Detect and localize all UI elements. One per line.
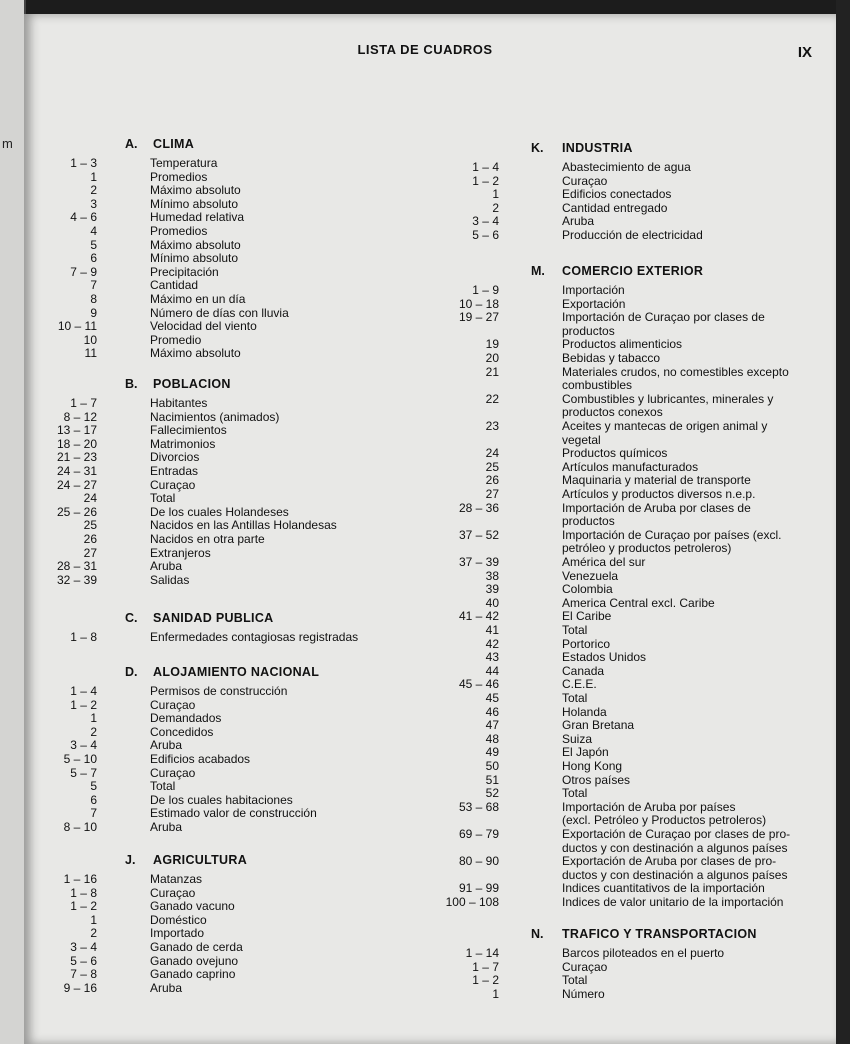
table-label: Artículos y productos diversos n.e.p. bbox=[562, 487, 756, 501]
table-label: Abastecimiento de agua bbox=[562, 160, 691, 174]
section-title: COMERCIO EXTERIOR bbox=[562, 264, 704, 278]
table-label: productos bbox=[562, 514, 615, 529]
table-label: Curaçao bbox=[562, 959, 608, 974]
table-number: 8 bbox=[90, 292, 97, 306]
table-label: Nacimientos (animados) bbox=[150, 409, 280, 424]
table-number: 6 bbox=[90, 251, 97, 266]
table-label: Divorcios bbox=[150, 450, 200, 465]
table-number: 5 – 6 bbox=[70, 953, 97, 968]
table-label: Importación de Aruba por países bbox=[562, 799, 736, 814]
table-label: Cantidad bbox=[150, 278, 199, 293]
table-label: vegetal bbox=[562, 432, 601, 447]
table-number: 21 – 23 bbox=[56, 450, 97, 465]
section-letter: J. bbox=[125, 853, 136, 867]
table-number: 5 – 7 bbox=[70, 765, 97, 780]
table-number: 1 – 9 bbox=[472, 283, 499, 297]
table-number: 80 – 90 bbox=[458, 854, 499, 869]
table-number: 5 – 10 bbox=[63, 752, 97, 766]
table-number: 22 bbox=[485, 391, 499, 406]
table-label: Holanda bbox=[562, 704, 607, 719]
table-number: 44 bbox=[485, 663, 499, 678]
table-number: 19 bbox=[485, 337, 499, 352]
table-label: Edificios acabados bbox=[150, 752, 251, 766]
table-number: 5 bbox=[90, 779, 97, 794]
table-number: 3 – 4 bbox=[70, 940, 97, 954]
table-label: Otros países bbox=[562, 772, 631, 787]
table-label: Indices de valor unitario de la importación bbox=[562, 895, 784, 909]
section-title: AGRICULTURA bbox=[153, 853, 248, 867]
table-label: Aruba bbox=[150, 738, 183, 753]
section-letter: C. bbox=[125, 611, 138, 625]
table-label: Entradas bbox=[150, 464, 199, 478]
table-number: 1 – 2 bbox=[472, 973, 499, 988]
table-number: 10 – 18 bbox=[458, 296, 499, 311]
table-label: (excl. Petróleo y Productos petroleros) bbox=[562, 813, 767, 828]
table-number: 27 bbox=[83, 545, 97, 560]
table-number: 3 – 4 bbox=[472, 214, 499, 229]
table-label: Exportación de Aruba por clases de pro- bbox=[562, 854, 777, 869]
section-letter: B. bbox=[125, 377, 138, 391]
table-label: Cantidad entregado bbox=[562, 200, 668, 215]
table-number: 5 bbox=[90, 237, 97, 252]
table-number: 45 bbox=[485, 691, 499, 705]
table-number: 100 – 108 bbox=[445, 895, 499, 909]
table-number: 7 bbox=[90, 806, 97, 821]
table-number: 1 bbox=[90, 169, 97, 184]
table-label: Número de días con lluvia bbox=[150, 305, 289, 320]
table-label: Curaçao bbox=[150, 697, 196, 712]
table-number: 69 – 79 bbox=[458, 827, 499, 841]
table-label: ductos y con destinación a algunos países bbox=[562, 840, 788, 855]
table-label: Edificios conectados bbox=[562, 187, 672, 202]
table-label: Salidas bbox=[150, 572, 190, 587]
table-label: Total bbox=[562, 691, 588, 705]
table-number: 19 – 27 bbox=[458, 310, 499, 325]
table-label: C.E.E. bbox=[562, 677, 597, 692]
table-label: Permisos de construcción bbox=[150, 684, 288, 698]
table-label: Maquinaria y material de transporte bbox=[562, 473, 751, 488]
table-number: 7 – 9 bbox=[70, 264, 97, 279]
table-label: productos conexos bbox=[562, 405, 663, 420]
page-number: IX bbox=[797, 44, 812, 61]
table-number: 2 bbox=[90, 183, 97, 198]
table-label: Canada bbox=[562, 663, 605, 678]
table-label: Exportación bbox=[562, 296, 626, 311]
table-number: 1 – 2 bbox=[70, 899, 97, 914]
table-label: Ganado ovejuno bbox=[150, 953, 239, 968]
table-number: 24 – 27 bbox=[56, 477, 97, 492]
table-label: Aceites y mantecas de origen animal y bbox=[562, 419, 768, 433]
table-label: Productos alimenticios bbox=[562, 337, 683, 352]
table-label: Ganado vacuno bbox=[150, 899, 235, 914]
table-label: Producción de electricidad bbox=[562, 228, 703, 242]
table-label: Total bbox=[150, 491, 176, 506]
table-number: 2 bbox=[90, 724, 97, 739]
table-label: combustibles bbox=[562, 378, 633, 393]
table-number: 8 – 10 bbox=[63, 820, 97, 834]
table-number: 1 – 4 bbox=[472, 160, 499, 174]
table-number: 18 – 20 bbox=[56, 436, 97, 451]
table-label: Importación de Curaçao por clases de bbox=[562, 310, 765, 325]
table-label: Bebidas y tabacco bbox=[562, 351, 661, 365]
table-number: 26 bbox=[83, 532, 97, 546]
table-number: 1 – 4 bbox=[70, 684, 97, 698]
table-label: El Caribe bbox=[562, 609, 612, 624]
table-number: 24 bbox=[485, 446, 499, 461]
table-number: 7 – 8 bbox=[70, 967, 97, 982]
table-label: Total bbox=[150, 779, 176, 794]
table-label: Hong Kong bbox=[562, 759, 623, 773]
table-label: Nacidos en otra parte bbox=[150, 532, 265, 546]
table-label: Promedios bbox=[150, 169, 208, 184]
section-title: INDUSTRIA bbox=[562, 141, 633, 155]
table-number: 1 – 3 bbox=[70, 156, 97, 170]
table-label: Ganado de cerda bbox=[150, 940, 243, 954]
table-label: América del sur bbox=[562, 555, 646, 569]
table-label: Combustibles y lubricantes, minerales y bbox=[562, 391, 774, 406]
section-title: SANIDAD PUBLICA bbox=[153, 611, 274, 625]
table-label: Importación de Aruba por clases de bbox=[562, 500, 751, 515]
table-label: Máximo absoluto bbox=[150, 346, 241, 361]
table-number: 25 bbox=[83, 518, 97, 533]
table-number: 26 bbox=[485, 473, 499, 488]
table-number: 1 bbox=[90, 711, 97, 726]
table-number: 1 – 2 bbox=[70, 697, 97, 712]
section-letter: M. bbox=[531, 264, 545, 278]
table-number: 41 bbox=[485, 623, 499, 637]
table-number: 10 bbox=[83, 332, 97, 347]
table-number: 8 – 12 bbox=[63, 409, 97, 424]
table-label: Importación bbox=[562, 283, 625, 297]
table-label: Gran Bretana bbox=[562, 718, 635, 733]
scan-edge bbox=[836, 0, 850, 1044]
table-label: Humedad relativa bbox=[150, 210, 245, 225]
table-label: Estimado valor de construcción bbox=[150, 806, 317, 821]
table-label: Aruba bbox=[562, 214, 595, 229]
table-number: 52 bbox=[485, 786, 499, 801]
page-title: LISTA DE CUADROS bbox=[357, 42, 493, 57]
table-label: Total bbox=[562, 623, 588, 637]
table-number: 38 bbox=[485, 568, 499, 583]
table-label: petróleo y productos petroleros) bbox=[562, 541, 732, 556]
table-label: De los cuales Holandeses bbox=[150, 504, 289, 519]
table-label: America Central excl. Caribe bbox=[562, 595, 715, 610]
table-number: 37 – 39 bbox=[458, 555, 499, 569]
spine-text: m bbox=[2, 136, 13, 151]
table-number: 1 – 7 bbox=[70, 396, 97, 410]
table-number: 1 – 8 bbox=[70, 885, 97, 900]
table-number: 3 – 4 bbox=[70, 738, 97, 753]
table-label: Estados Unidos bbox=[562, 650, 647, 665]
table-label: Matanzas bbox=[150, 872, 203, 886]
table-label: Mínimo absoluto bbox=[150, 196, 239, 211]
table-number: 6 bbox=[90, 792, 97, 807]
section-title: TRAFICO Y TRANSPORTACION bbox=[562, 927, 757, 941]
table-number: 3 bbox=[90, 196, 97, 211]
table-label: Materiales crudos, no comestibles excepto bbox=[562, 364, 789, 379]
table-label: productos bbox=[562, 323, 615, 338]
table-label: Doméstico bbox=[150, 912, 207, 927]
table-number: 1 bbox=[90, 912, 97, 927]
table-number: 1 – 16 bbox=[63, 872, 97, 886]
table-number: 24 bbox=[83, 491, 97, 506]
table-label: Enfermedades contagiosas registradas bbox=[150, 630, 359, 644]
table-label: Promedio bbox=[150, 332, 202, 347]
table-number: 28 – 31 bbox=[56, 559, 97, 574]
table-label: Aruba bbox=[150, 980, 183, 995]
section-letter: D. bbox=[125, 665, 138, 679]
table-label: Máximo absoluto bbox=[150, 183, 241, 198]
table-number: 41 – 42 bbox=[458, 609, 499, 624]
table-label: Fallecimientos bbox=[150, 423, 227, 438]
table-label: Ganado caprino bbox=[150, 967, 236, 982]
table-number: 42 bbox=[485, 636, 499, 651]
table-label: El Japón bbox=[562, 745, 609, 760]
table-number: 37 – 52 bbox=[458, 527, 499, 542]
table-label: Curaçao bbox=[562, 173, 608, 188]
table-number: 7 bbox=[90, 278, 97, 293]
table-number: 51 bbox=[485, 772, 499, 787]
table-number: 45 – 46 bbox=[458, 677, 499, 692]
table-label: Importado bbox=[150, 926, 205, 941]
table-label: Aruba bbox=[150, 820, 183, 834]
table-label: Concedidos bbox=[150, 724, 214, 739]
table-number: 1 – 7 bbox=[472, 959, 499, 974]
table-number: 1 bbox=[492, 986, 499, 1001]
table-label: Colombia bbox=[562, 582, 613, 597]
table-label: Importación de Curaçao por países (excl. bbox=[562, 527, 782, 542]
section-title: POBLACION bbox=[153, 377, 231, 391]
table-number: 9 – 16 bbox=[63, 980, 97, 995]
table-number: 49 bbox=[485, 745, 499, 760]
table-label: Demandados bbox=[150, 711, 222, 726]
table-label: ductos y con destinación a algunos países bbox=[562, 867, 788, 882]
table-label: Precipitación bbox=[150, 264, 219, 279]
table-label: Venezuela bbox=[562, 568, 619, 583]
table-number: 43 bbox=[485, 650, 499, 665]
section-title: CLIMA bbox=[153, 137, 195, 151]
table-label: Artículos manufacturados bbox=[562, 459, 699, 474]
table-number: 11 bbox=[84, 346, 97, 361]
table-number: 20 bbox=[485, 351, 499, 365]
table-label: De los cuales habitaciones bbox=[150, 792, 293, 807]
table-number: 10 – 11 bbox=[57, 319, 97, 334]
table-number: 5 – 6 bbox=[472, 228, 499, 242]
table-number: 53 – 68 bbox=[458, 799, 499, 814]
table-number: 40 bbox=[485, 595, 499, 610]
table-label: Mínimo absoluto bbox=[150, 251, 239, 266]
table-label: Total bbox=[562, 786, 588, 801]
table-number: 46 bbox=[485, 704, 499, 719]
table-label: Temperatura bbox=[150, 156, 218, 170]
table-label: Barcos piloteados en el puerto bbox=[562, 946, 725, 960]
table-number: 13 – 17 bbox=[56, 423, 97, 438]
table-label: Velocidad del viento bbox=[150, 319, 257, 334]
table-label: Curaçao bbox=[150, 477, 196, 492]
table-label: Indices cuantitativos de la importación bbox=[562, 881, 765, 896]
table-number: 25 – 26 bbox=[56, 504, 97, 519]
table-number: 4 bbox=[90, 224, 97, 238]
table-number: 24 – 31 bbox=[56, 464, 97, 478]
table-number: 39 bbox=[485, 582, 499, 597]
table-label: Habitantes bbox=[150, 396, 208, 410]
table-label: Matrimonios bbox=[150, 436, 216, 451]
table-label: Promedios bbox=[150, 224, 208, 238]
table-number: 25 bbox=[485, 459, 499, 474]
table-number: 23 bbox=[485, 419, 499, 433]
section-letter: A. bbox=[125, 137, 138, 151]
table-label: Número bbox=[562, 986, 605, 1001]
table-number: 21 bbox=[485, 364, 499, 379]
table-number: 1 bbox=[492, 187, 499, 202]
table-label: Nacidos en las Antillas Holandesas bbox=[150, 518, 337, 533]
table-number: 50 bbox=[485, 759, 499, 773]
table-number: 27 bbox=[485, 487, 499, 501]
table-label: Productos químicos bbox=[562, 446, 668, 461]
table-label: Aruba bbox=[150, 559, 183, 574]
table-number: 1 – 14 bbox=[465, 946, 499, 960]
table-label: Máximo en un día bbox=[150, 292, 246, 306]
table-number: 28 – 36 bbox=[458, 500, 499, 515]
table-number: 48 bbox=[485, 731, 499, 746]
table-number: 1 – 8 bbox=[70, 630, 97, 644]
table-label: Exportación de Curaçao por clases de pro- bbox=[562, 827, 791, 841]
table-number: 47 bbox=[485, 718, 499, 733]
table-number: 9 bbox=[90, 305, 97, 320]
table-label: Portorico bbox=[562, 636, 611, 651]
table-label: Suiza bbox=[562, 731, 593, 746]
table-number: 2 bbox=[90, 926, 97, 941]
section-letter: N. bbox=[531, 927, 544, 941]
table-number: 91 – 99 bbox=[458, 881, 499, 896]
table-label: Curaçao bbox=[150, 765, 196, 780]
table-number: 1 – 2 bbox=[472, 173, 499, 188]
table-label: Extranjeros bbox=[150, 545, 211, 560]
table-number: 4 – 6 bbox=[70, 210, 97, 225]
table-label: Máximo absoluto bbox=[150, 237, 241, 252]
table-number: 32 – 39 bbox=[56, 572, 97, 587]
section-title: ALOJAMIENTO NACIONAL bbox=[153, 665, 320, 679]
table-label: Curaçao bbox=[150, 885, 196, 900]
section-letter: K. bbox=[531, 141, 544, 155]
table-label: Total bbox=[562, 973, 588, 988]
table-number: 2 bbox=[492, 200, 499, 215]
